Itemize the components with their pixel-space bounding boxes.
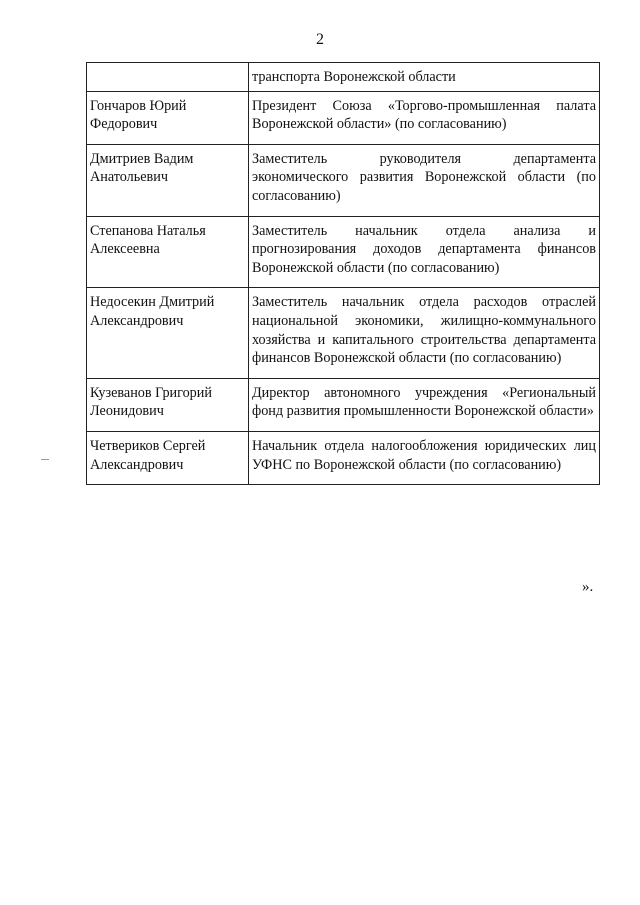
table-row xyxy=(87,431,600,484)
table-row xyxy=(87,288,600,378)
table-row-continuation xyxy=(87,63,600,92)
member-role-cell: Заместитель руководителя департамента экономического развития Воронежской области (по согласованию) xyxy=(249,144,600,216)
member-role-cell: Заместитель начальник отдела анализа и прогнозирования доходов департамента финансов Воронежской области (по согласованию) xyxy=(249,216,600,288)
closing-quote-mark: ». xyxy=(582,579,594,595)
table-row xyxy=(87,144,600,216)
member-name-cell: Степанова Наталья Алексеевна xyxy=(87,216,249,288)
members-table xyxy=(86,62,600,485)
members-table-body xyxy=(87,63,600,485)
member-role-cell: Директор автономного учреждения «Региональный фонд развития промышленности Воронежской области» xyxy=(249,378,600,431)
member-name-cell: Кузеванов Григорий Леонидович xyxy=(87,378,249,431)
table-row xyxy=(87,216,600,288)
member-name-cell: Недосекин Дмитрий Александрович xyxy=(87,288,249,378)
table-row xyxy=(87,378,600,431)
member-name-cell-empty xyxy=(87,63,249,92)
member-role-cell: Президент Союза «Торгово-промышленная палата Воронежской области» (по согласованию) xyxy=(249,91,600,144)
member-name-cell: Четвериков Сергей Александрович xyxy=(87,431,249,484)
table-row xyxy=(87,91,600,144)
member-name-cell: Дмитриев Вадим Анатольевич xyxy=(87,144,249,216)
member-role-cell: Заместитель начальник отдела расходов отраслей национальной экономики, жилищно-коммунального хозяйства и капитального строительства департамента финансов Воронежской области (по согласованию) xyxy=(249,288,600,378)
member-role-cell: транспорта Воронежской области xyxy=(249,63,600,92)
page-number: 2 xyxy=(316,31,324,48)
scan-margin-mark xyxy=(41,459,49,460)
member-name-cell: Гончаров Юрий Федорович xyxy=(87,91,249,144)
member-role-cell: Начальник отдела налогообложения юридических лиц УФНС по Воронежской области (по согласованию) xyxy=(249,431,600,484)
